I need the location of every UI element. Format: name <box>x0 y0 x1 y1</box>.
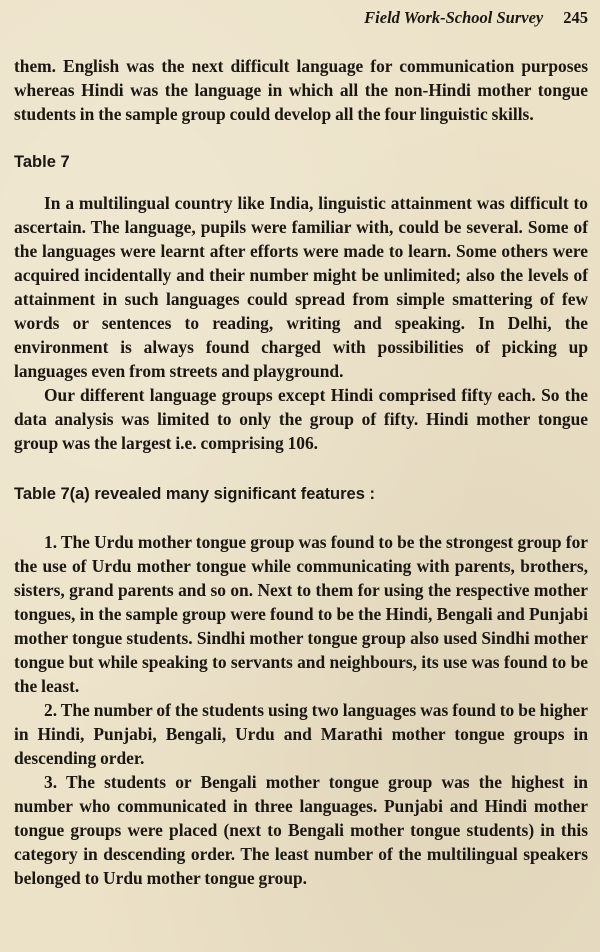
running-header <box>14 8 588 36</box>
list-item-text: The number of the students using two languages was found to be higher in Hindi, Punjabi, Bengali, Urdu and Marathi mother tongue groups in descending order. <box>14 700 588 768</box>
list-item <box>14 698 588 770</box>
features-list <box>14 530 588 890</box>
list-item <box>14 530 588 698</box>
list-item <box>14 770 588 890</box>
table-7a-heading: Table 7(a) revealed many significant features : <box>14 485 375 503</box>
opening-paragraph: them. English was the next difficult language for communication purposes whereas Hindi was the language in which all the non-Hindi mother tongue students in the sample group could develop all the four linguistic skills. <box>14 56 588 124</box>
list-item-number: 3. <box>44 772 58 792</box>
book-page <box>14 6 588 890</box>
table-7-paragraph-2: Our different language groups except Hindi comprised fifty each. So the data analysis was limited to only the group of fifty. Hindi mother tongue group was the largest i.e. comprising 106. <box>14 385 588 453</box>
list-item-text: The students or Bengali mother tongue group was the highest in number who communicated in three languages. Punjabi and Hindi mother tongue groups were placed (next to Bengali mother tongue students) in this category in descending order. The least number of the multilingual speakers belonged to Urdu mother tongue group. <box>14 772 588 888</box>
list-item-number: 2. <box>44 700 58 720</box>
list-item-text: The Urdu mother tongue group was found to be the strongest group for the use of Urdu mother tongue while communicating with parents, brothers, sisters, grand parents and so on. Next to them for using the respective mother tongues, in the sample group were found to be the Hindi, Bengali and Punjabi mother tongue students. Sindhi mother tongue group also used Sindhi mother tongue but while speaking to servants and neighbours, its use was found to be the least. <box>14 532 588 696</box>
list-item-number: 1. <box>44 532 58 552</box>
page-number: 245 <box>563 8 588 27</box>
running-title: Field Work-School Survey <box>364 8 544 27</box>
table-7-heading: Table 7 <box>14 153 70 171</box>
table-7-paragraph-1: In a multilingual country like India, linguistic attainment was difficult to ascertain. The language, pupils were familiar with, could be several. Some of the languages were learnt after efforts were made to learn. Some others were acquired incidentally and their number might be unlimited; also the levels of attainment in such languages could spread from simple smattering of few words or sentences to reading, writing and speaking. In Delhi, the environment is always found charged with possibilities of picking up languages even from streets and playground. <box>14 193 588 381</box>
table-7-section <box>14 191 588 455</box>
